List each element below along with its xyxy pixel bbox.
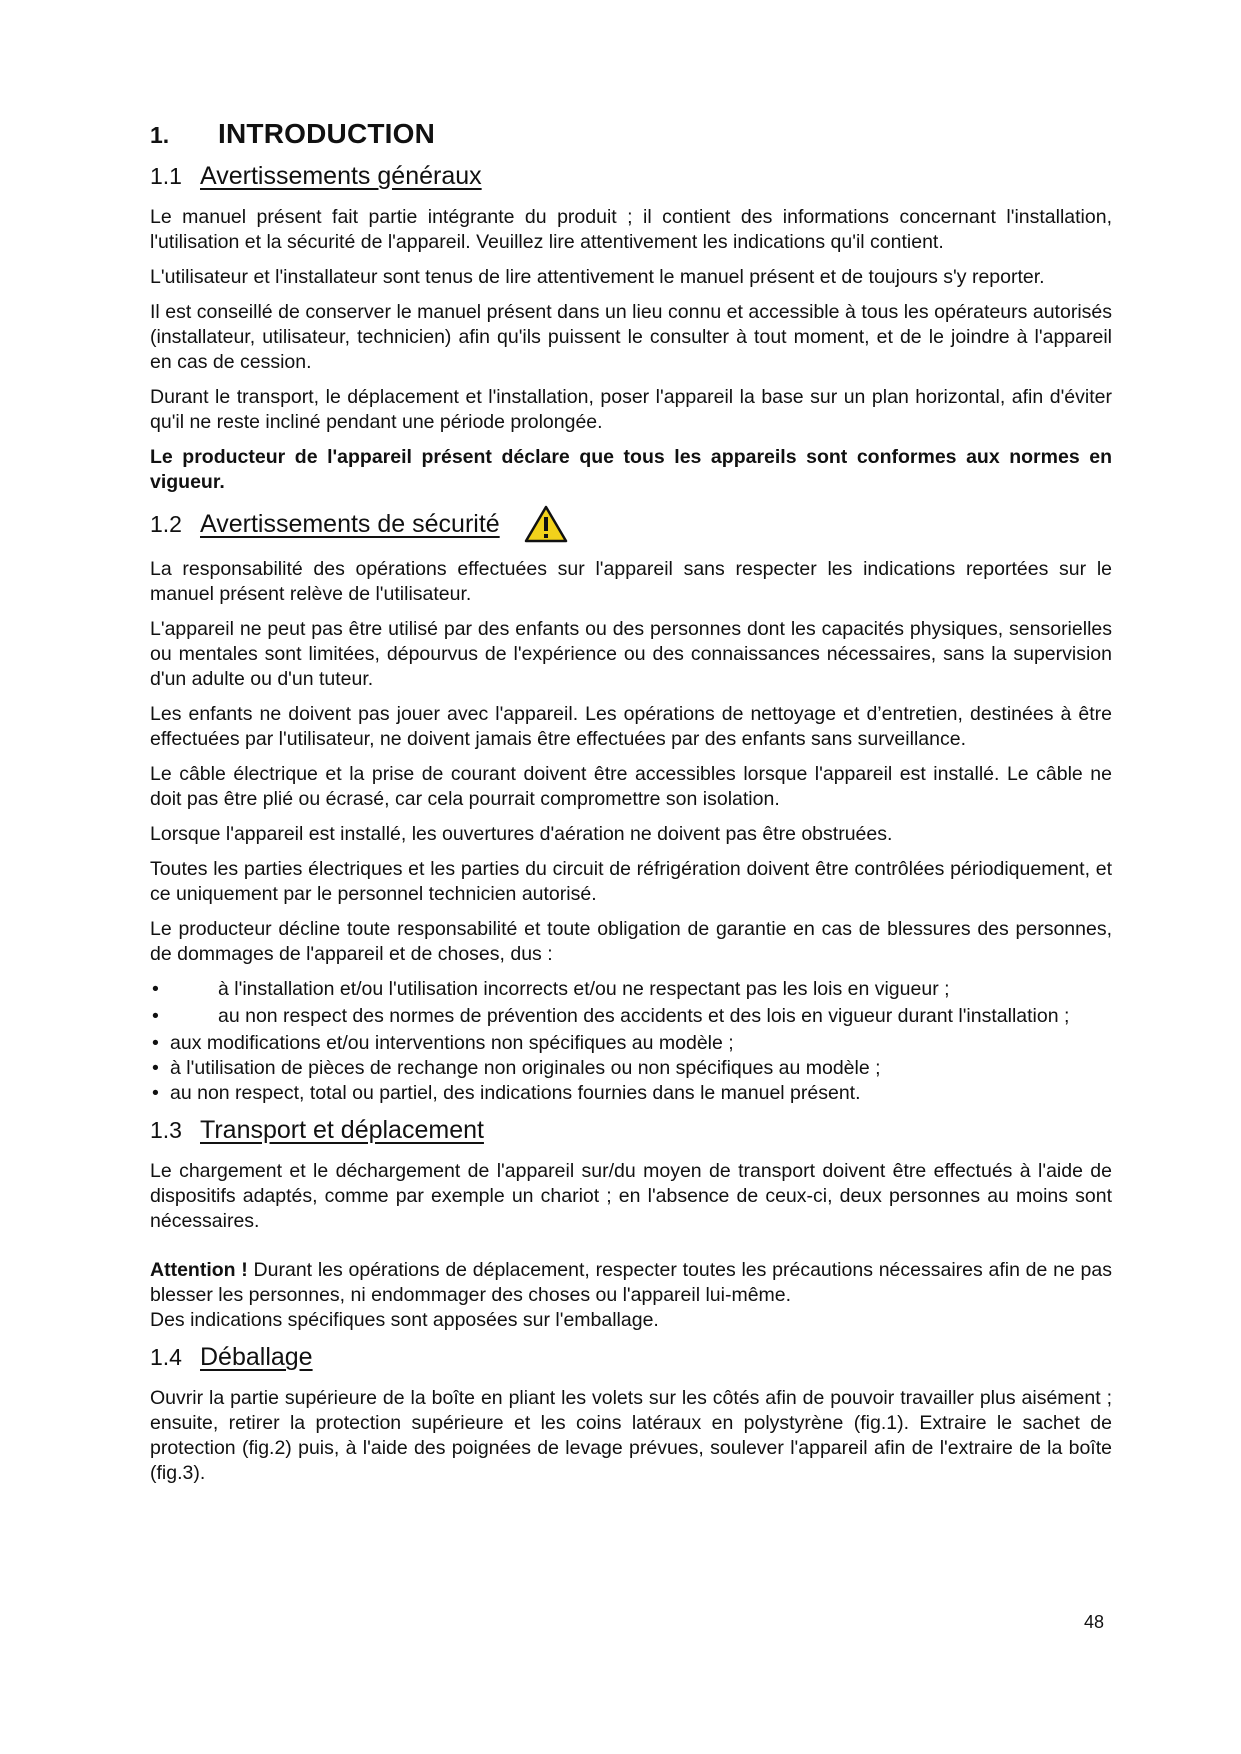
subsection-title: Avertissements de sécurité	[200, 509, 500, 538]
section-heading-introduction	[150, 118, 1112, 150]
list-item: • au non respect, total ou partiel, des indications fournies dans le manuel présent.	[150, 1081, 1112, 1106]
list-item: • à l'utilisation de pièces de rechange non originales ou non spécifiques au modèle ;	[150, 1056, 1112, 1081]
paragraph: Toutes les parties électriques et les parties du circuit de réfrigération doivent être contrôlées périodiquement, et ce uniquement par le personnel technicien autorisé.	[150, 858, 1112, 905]
subsection-number: 1.3	[150, 1117, 182, 1143]
list-item: • au non respect des normes de prévention des accidents et des lois en vigueur durant l'installation ;	[150, 1004, 1112, 1029]
subsection-title: Déballage	[200, 1343, 313, 1371]
subsection-number: 1.4	[150, 1344, 182, 1370]
subsection-heading-1-1	[150, 162, 1112, 191]
attention-paragraph	[150, 1258, 1112, 1308]
paragraph: Le producteur décline toute responsabilité et toute obligation de garantie en cas de blessures des personnes, de dommages de l'appareil et de choses, dus :	[150, 918, 1112, 965]
liability-list-b	[150, 1031, 1112, 1106]
paragraph: La responsabilité des opérations effectuées sur l'appareil sans respecter les indications reportées sur le manuel présent relève de l'utilisateur.	[150, 558, 1112, 605]
document-page	[150, 118, 1112, 1496]
page-number: 48	[1084, 1612, 1105, 1632]
subsection-heading-1-3	[150, 1116, 1112, 1145]
liability-list-a	[150, 977, 1112, 1029]
paragraph: Lorsque l'appareil est installé, les ouvertures d'aération ne doivent pas être obstruées.	[150, 823, 893, 845]
subsection-heading-1-2	[150, 505, 1112, 543]
paragraph: L'appareil ne peut pas être utilisé par des enfants ou des personnes dont les capacités physiques, sensorielles ou mentales sont limitées, dépourvus de l'expérience ou des connaissances nécessaires, sans la supervision d'un adulte ou d'un tuteur.	[150, 618, 1112, 690]
paragraph: Le manuel présent fait partie intégrante du produit ; il contient des informations concernant l'installation, l'utilisation et la sécurité de l'appareil. Veuillez lire attentivement les indications qu'il contient.	[150, 206, 1112, 253]
subsection-heading-1-4	[150, 1343, 1112, 1372]
paragraph: L'utilisateur et l'installateur sont tenus de lire attentivement le manuel présent et de toujours s'y reporter.	[150, 266, 1045, 288]
warning-triangle-icon	[524, 505, 568, 543]
subsection-title: Transport et déplacement	[200, 1116, 484, 1144]
paragraph: Le câble électrique et la prise de courant doivent être accessibles lorsque l'appareil est installé. Le câble ne doit pas être plié ou écrasé, car cela pourrait compromettre son isolation.	[150, 763, 1112, 810]
attention-label: Attention !	[150, 1259, 248, 1281]
paragraph: Ouvrir la partie supérieure de la boîte en pliant les volets sur les côtés afin de pouvoir travailler plus aisément ; ensuite, retirer la protection supérieure et les coins latéraux en polystyrène (fig.1). Extraire le sachet de protection (fig.2) puis, à l'aide des poignées de levage prévues, soulever l'appareil afin de l'extraire de la boîte (fig.3).	[150, 1387, 1112, 1484]
subsection-number: 1.2	[150, 510, 182, 537]
paragraph: Des indications spécifiques sont apposées sur l'emballage.	[150, 1309, 659, 1331]
paragraph: Durant le transport, le déplacement et l'installation, poser l'appareil la base sur un plan horizontal, afin d'éviter qu'il ne reste incliné pendant une période prolongée.	[150, 386, 1112, 433]
attention-text: Durant les opérations de déplacement, respecter toutes les précautions nécessaires afin de ne pas blesser les personnes, ni endommager des choses ou l'appareil lui-même.	[150, 1259, 1112, 1306]
conformity-statement: Le producteur de l'appareil présent déclare que tous les appareils sont conformes aux normes en vigueur.	[150, 446, 1112, 493]
paragraph: Le chargement et le déchargement de l'appareil sur/du moyen de transport doivent être effectués à l'aide de dispositifs adaptés, comme par exemple un chariot ; en l'absence de ceux-ci, deux personnes au moins sont nécessaires.	[150, 1160, 1112, 1232]
section-number: 1.	[150, 122, 170, 148]
section-title: INTRODUCTION	[218, 118, 436, 149]
paragraph: Les enfants ne doivent pas jouer avec l'appareil. Les opérations de nettoyage et d’entretien, destinées à être effectuées par l'utilisateur, ne doivent jamais être effectuées par des enfants sans surveillance.	[150, 703, 1112, 750]
subsection-number: 1.1	[150, 163, 182, 189]
subsection-title: Avertissements généraux	[200, 162, 482, 190]
paragraph: Il est conseillé de conserver le manuel présent dans un lieu connu et accessible à tous les opérateurs autorisés (installateur, utilisateur, technicien) afin qu'ils puissent le consulter à tout moment, et de le joindre à l'appareil en cas de cession.	[150, 301, 1112, 373]
list-item: • aux modifications et/ou interventions non spécifiques au modèle ;	[150, 1031, 1112, 1056]
list-item: • à l'installation et/ou l'utilisation incorrects et/ou ne respectant pas les lois en vigueur ;	[150, 977, 1112, 1002]
